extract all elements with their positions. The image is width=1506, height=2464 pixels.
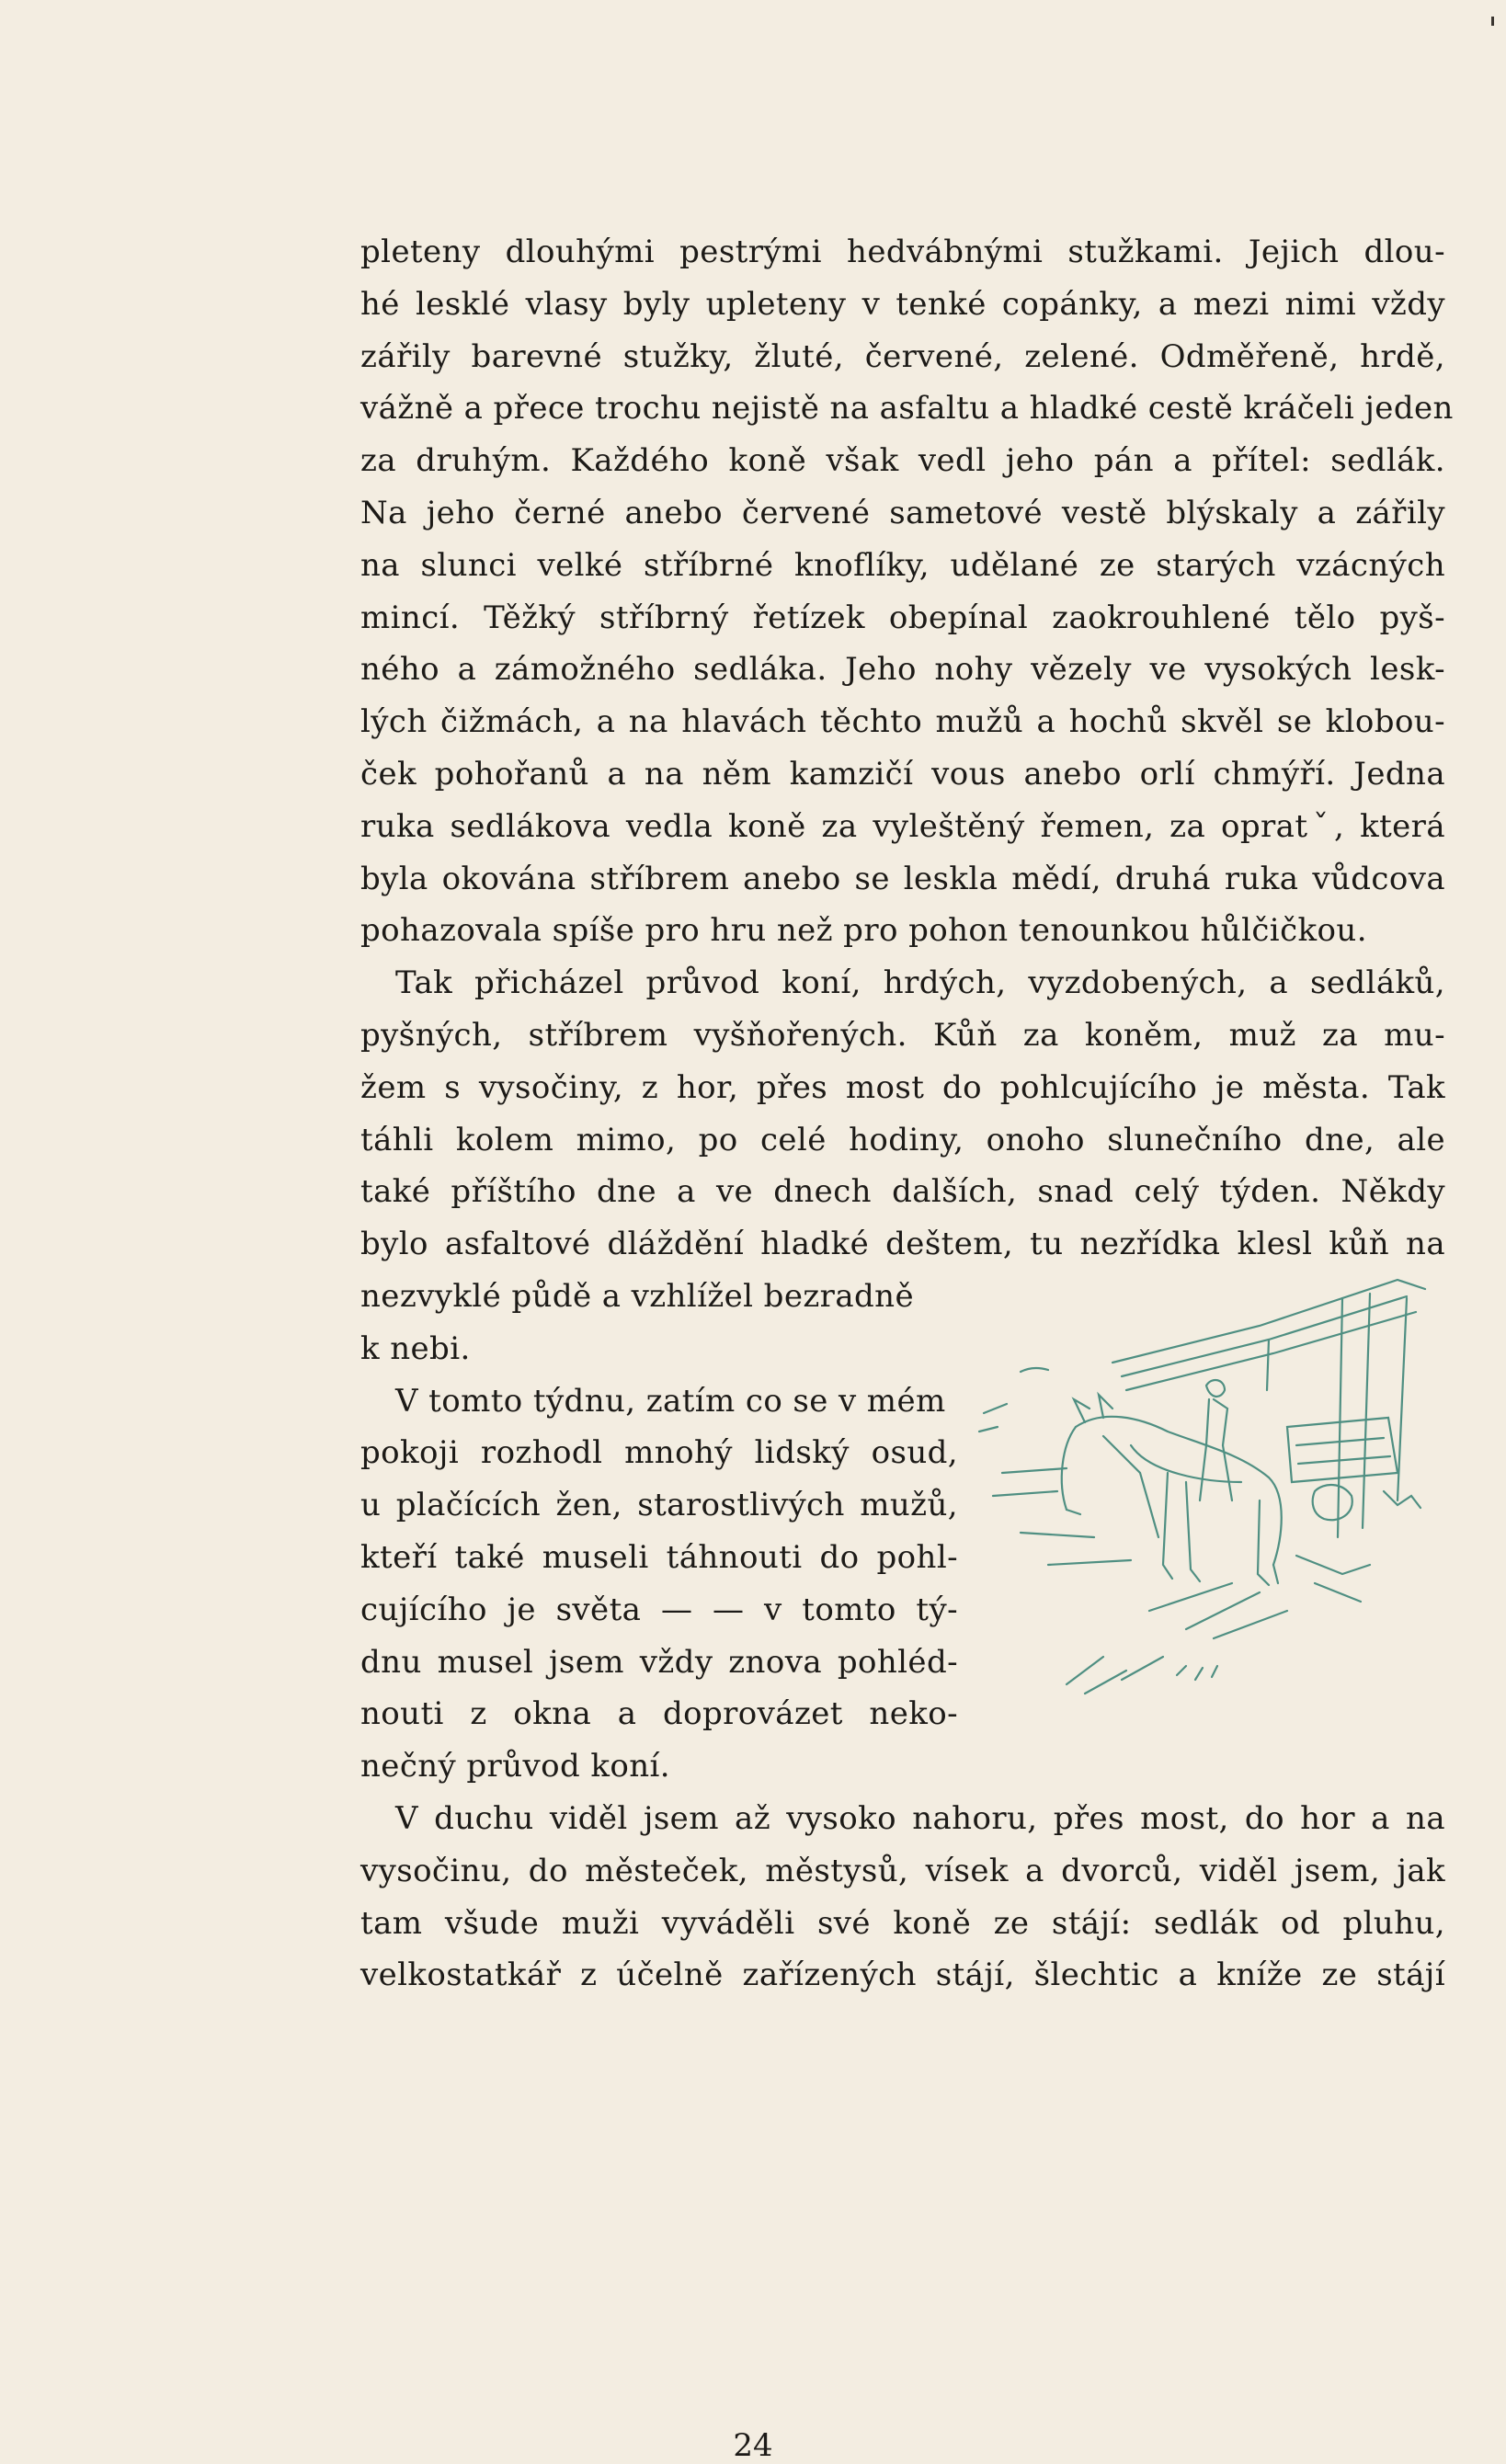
text-line: dnu musel jsem vždy znova pohléd- (360, 1643, 958, 1681)
text-line: vážně a přece trochu nejistě na asfaltu a hladké cestě kráčeli jeden (360, 390, 1454, 428)
paragraph-start: Tak přicházel průvod koní, hrdých, vyzdobených, a sedláků, (395, 964, 1445, 1002)
text-line: také příštího dne a ve dnech dalších, snad celý týden. Někdy (360, 1173, 1445, 1211)
text-line: lých čižmách, a na hlavách těchto mužů a hochů skvěl se klobou- (360, 703, 1445, 741)
text-line: pokoji rozhodl mnohý lidský osud, (360, 1434, 958, 1472)
text-line: Na jeho černé anebo červené sametové vestě blýskaly a zářily (360, 494, 1445, 531)
horse-sketch-illustration (965, 1261, 1443, 1740)
text-line: velkostatkář z účelně zařízených stájí, šlechtic a kníže ze stájí (360, 1956, 1445, 1994)
text-line: táhli kolem mimo, po celé hodiny, onoho slunečního dne, ale (360, 1121, 1445, 1158)
text-line: pyšných, stříbrem vyšňořených. Kůň za koněm, muž za mu- (360, 1016, 1445, 1054)
print-speck (1491, 17, 1494, 26)
text-line: nečný průvod koní. (360, 1748, 670, 1785)
text-line: cujícího je světa — — v tomto tý- (360, 1591, 958, 1628)
text-line: ček pohořanů a na něm kamzičí vous anebo orlí chmýří. Jedna (360, 755, 1445, 793)
text-line: tam všude muži vyváděli své koně ze stájí: sedlák od pluhu, (360, 1904, 1445, 1942)
text-line: pohazovala spíše pro hru než pro pohon tenounkou hůlčičkou. (360, 912, 1367, 950)
text-line: kteří také museli táhnouti do pohl- (360, 1538, 958, 1576)
paragraph-start: V tomto týdnu, zatím co se v mém (395, 1382, 946, 1420)
text-line: nouti z okna a doprovázet neko- (360, 1695, 958, 1733)
text-line: k nebi. (360, 1329, 471, 1367)
text-line: nezvyklé půdě a vzhlížel bezradně (360, 1277, 914, 1315)
page-number (0, 2427, 1506, 2464)
text-line: bylo asfaltové dláždění hladké deštem, tu nezřídka klesl kůň na (360, 1226, 1445, 1263)
text-line: byla okována stříbrem anebo se leskla mědí, druhá ruka vůdcova (360, 860, 1445, 897)
text-line: pleteny dlouhými pestrými hedvábnými stužkami. Jejich dlou- (360, 234, 1445, 270)
text-line: zářily barevné stužky, žluté, červené, zelené. Odměřeně, hrdě, (360, 337, 1445, 375)
paragraph-start: V duchu viděl jsem až vysoko nahoru, přes most, do hor a na (395, 1799, 1445, 1837)
text-line: za druhým. Každého koně však vedl jeho pán a přítel: sedlák. (360, 442, 1445, 480)
text-line: ruka sedlákova vedla koně za vyleštěný řemen, za opratˇ, která (360, 807, 1445, 845)
text-line: mincí. Těžký stříbrný řetízek obepínal zaokrouhlené tělo pyš- (360, 599, 1445, 636)
text-line: hé lesklé vlasy byly upleteny v tenké copánky, a mezi nimi vždy (360, 285, 1445, 323)
text-line: ného a zámožného sedláka. Jeho nohy vězely ve vysokých lesk- (360, 651, 1445, 689)
page-number-text: 24 (733, 2427, 773, 2464)
text-line: u plačících žen, starostlivých mužů, (360, 1487, 958, 1524)
text-line: na slunci velké stříbrné knoflíky, udělané ze starých vzácných (360, 546, 1445, 584)
text-line: žem s vysočiny, z hor, přes most do pohlcujícího je města. Tak (360, 1068, 1445, 1106)
text-line: vysočinu, do městeček, městysů, vísek a dvorců, viděl jsem, jak (360, 1852, 1445, 1889)
